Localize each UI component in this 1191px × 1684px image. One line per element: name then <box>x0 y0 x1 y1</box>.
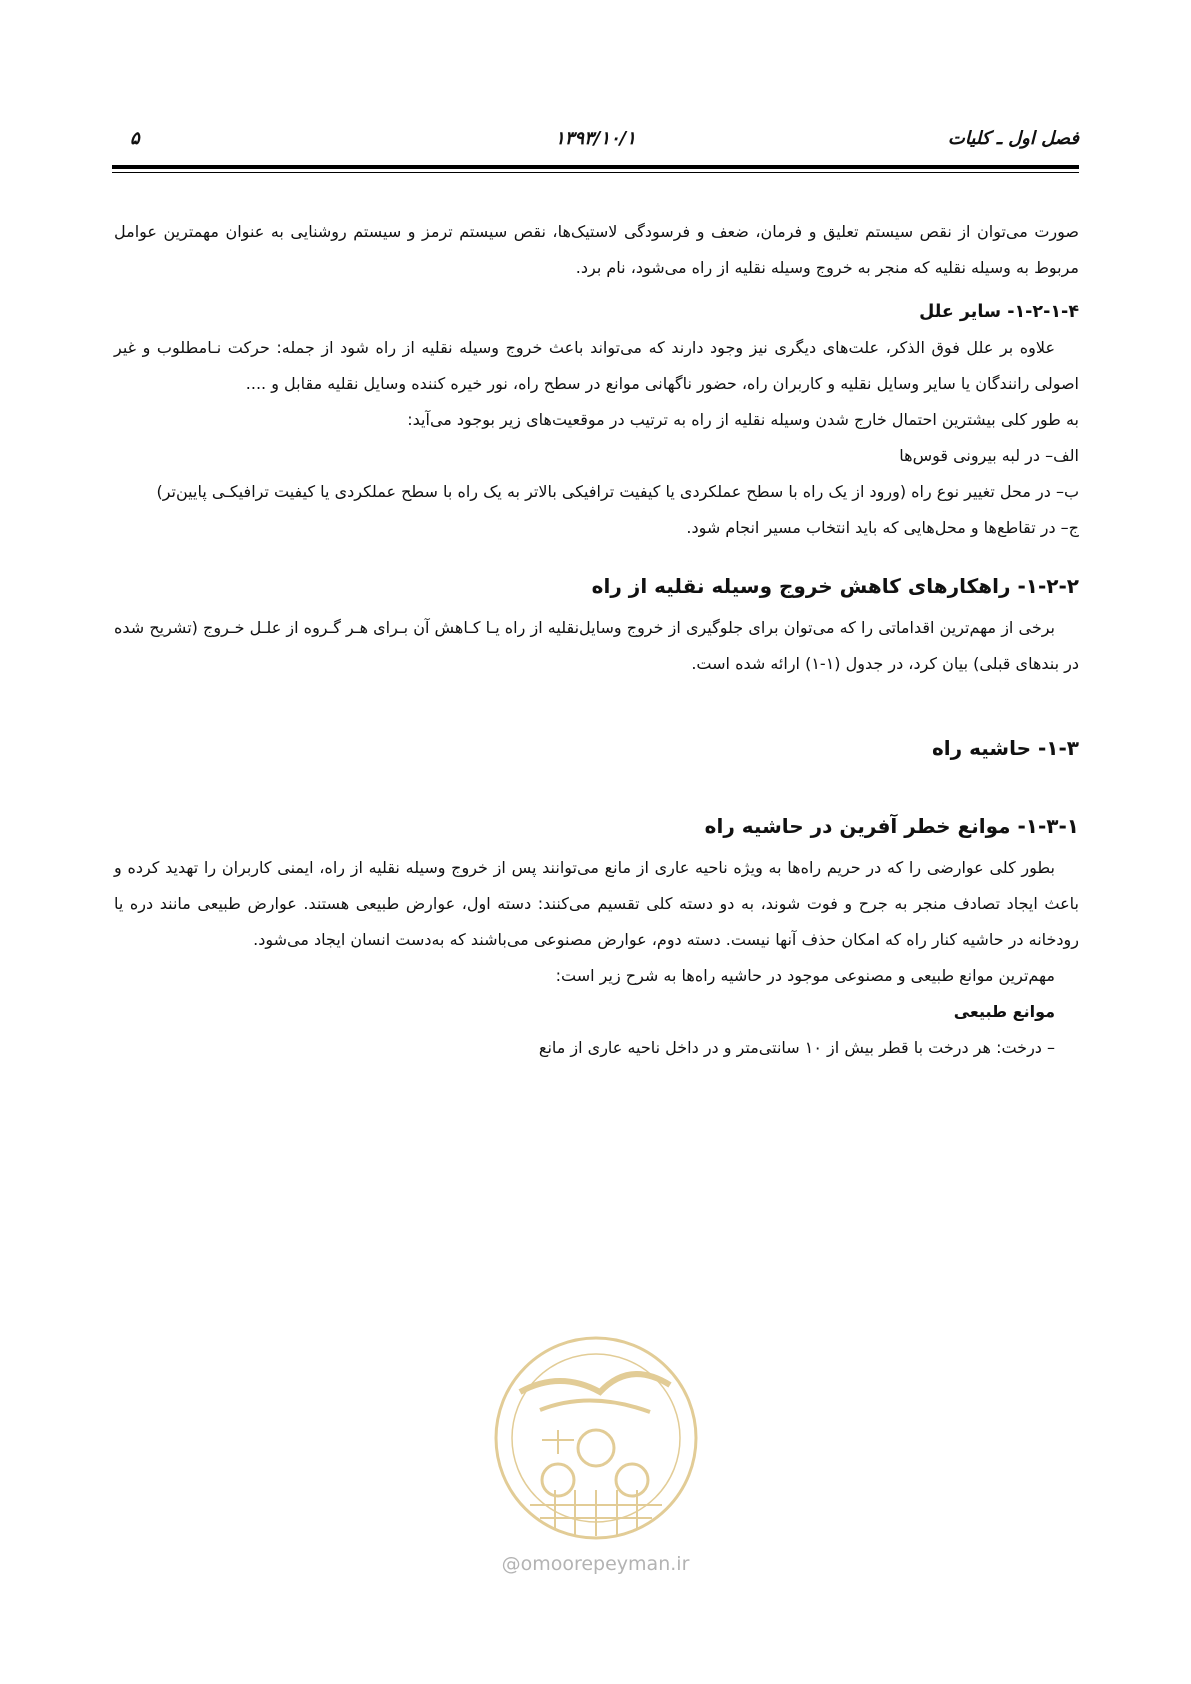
paragraph-general: به طور کلی بیشترین احتمال خارج شدن وسیله نقلیه از راه به ترتیب در موقعیت‌های زیر بوجود می‌آید: <box>407 410 1079 429</box>
heading-hazards: ۱-۳-۱- موانع خطر آفرین در حاشیه راه <box>704 814 1079 838</box>
page-body <box>114 214 1079 1066</box>
list-item-tree: – درخت: هر درخت با قطر بیش از ۱۰ سانتی‌متر و در داخل ناحیه عاری از مانع <box>538 1038 1055 1057</box>
header-rule-thin <box>112 172 1079 173</box>
paragraph-list-intro: مهم‌ترین موانع طبیعی و مصنوعی موجود در حاشیه راه‌ها به شرح زیر است: <box>555 966 1055 985</box>
page-number: ۵ <box>130 128 140 149</box>
page-header <box>112 128 1079 164</box>
list-item-c: ج– در تقاطع‌ها و محل‌هایی که باید انتخاب مسیر انجام شود. <box>686 518 1079 537</box>
seal-logo-icon <box>480 1330 712 1545</box>
paragraph-hazards: بطور کلی عوارضی را که در حریم راه‌ها به ویژه ناحیه عاری از مانع می‌توانند پس از خروج وسیله نقلیه از راه، ایمنی کاربران را تهدید کرده و باعث ایجاد تصادف منجر به جرح و فوت شوند، به دو دسته کلی تقسیم می‌کنند: دسته اول، عوارض طبیعی هستند. عوارض طبیعی مانند دره یا رودخانه در حاشیه کنار راه که امکان حذف آنها نیست. دسته دوم، عوارض مصنوعی می‌باشند که به‌دست انسان ایجاد می‌شود. <box>114 858 1079 949</box>
chapter-title: فصل اول ـ کلیات <box>947 128 1079 149</box>
header-rule-thick <box>112 165 1079 169</box>
heading-natural-obstacles: موانع طبیعی <box>953 1002 1055 1021</box>
paragraph-solutions: برخی از مهم‌ترین اقداماتی را که می‌توان برای جلوگیری از خروج وسایل‌نقلیه از راه یـا کـاهش آن بـرای هـر گـروه از علـل خـروج (تشریح شده در بندهای قبلی) بیان کرد، در جدول (۱-۱) ارائه شده است. <box>114 618 1079 673</box>
list-item-b: ب– در محل تغییر نوع راه (ورود از یک راه با سطح عملکردی یا کیفیت ترافیکی بالاتر به یک راه با سطح عملکردی یا کیفیت ترافیکـی پایین‌تر) <box>156 482 1079 501</box>
intro-paragraph: صورت می‌توان از نقص سیستم تعلیق و فرمان، ضعف و فرسودگی لاستیک‌ها، نقص سیستم ترمز و سیستم روشنایی به عنوان مهمترین عوامل مربوط به وسیله نقلیه که منجر به خروج وسیله نقلیه از راه می‌شود، نام برد. <box>114 222 1079 277</box>
list-item-a: الف– در لبه بیرونی قوس‌ها <box>899 446 1079 465</box>
watermark-text: @omoorepeyman.ir <box>501 1553 690 1575</box>
heading-other-causes: ۱-۲-۱-۴- سایر علل <box>919 302 1079 322</box>
header-date: ۱۳۹۳/۱۰/۱ <box>555 128 636 149</box>
heading-roadside: ۱-۳- حاشیه راه <box>931 736 1079 760</box>
heading-solutions: ۱-۲-۲- راهکارهای کاهش خروج وسیله نقلیه از راه <box>591 574 1079 598</box>
paragraph-other-causes: علاوه بر علل فوق الذکر، علت‌های دیگری نیز وجود دارند که می‌تواند باعث خروج وسیله نقلیه از راه شود از جمله: حرکت نـامطلوب و غیر اصولی رانندگان یا سایر وسایل نقلیه و کاربران راه، حضور ناگهانی موانع در سطح راه، نور خیره کننده وسایل نقلیه مقابل و .... <box>114 338 1079 393</box>
